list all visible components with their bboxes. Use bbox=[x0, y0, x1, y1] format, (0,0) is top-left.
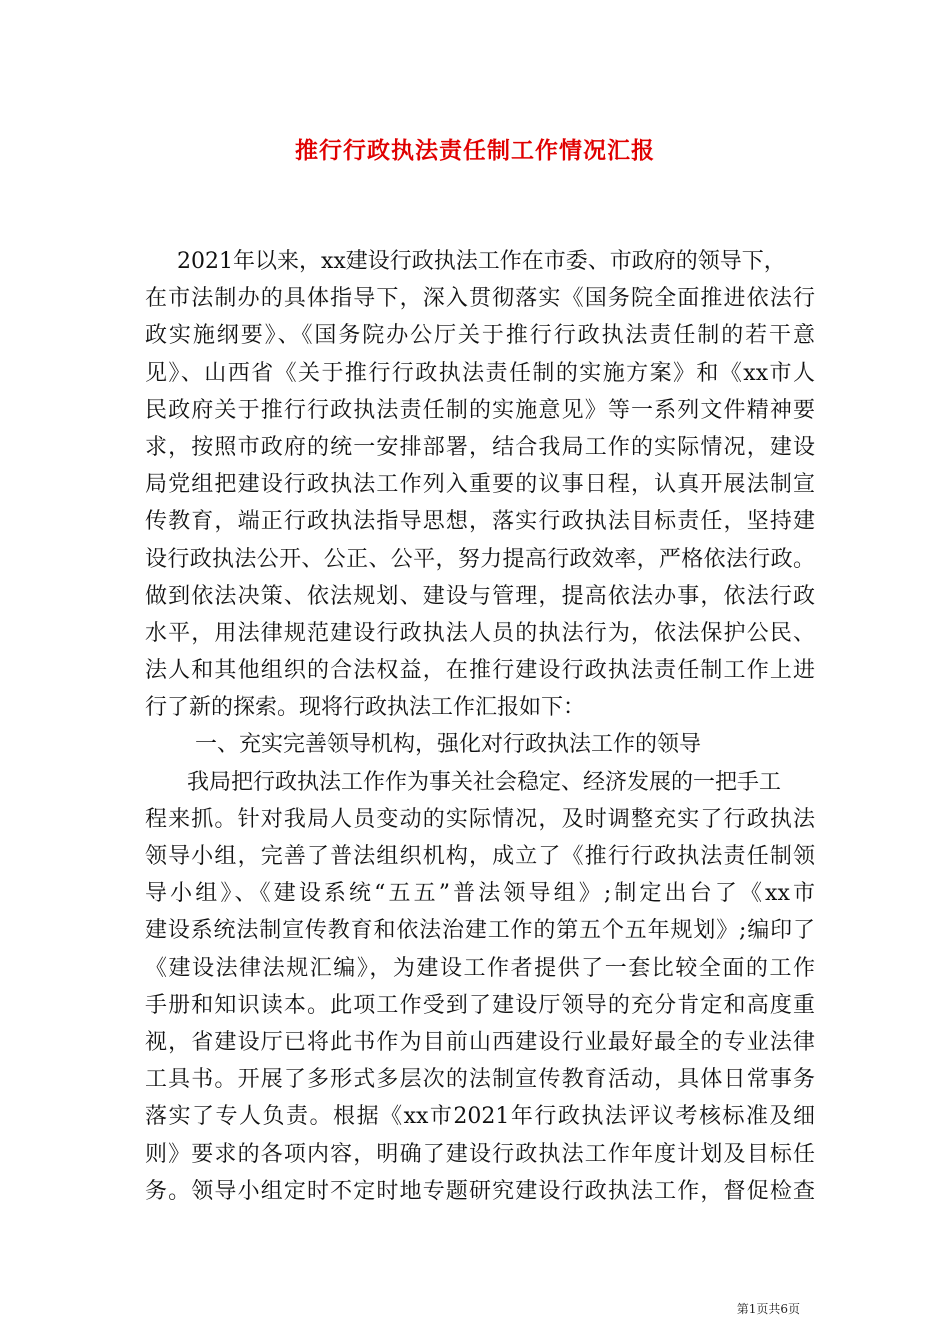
paragraph-line: 手册和知识读本。此项工作受到了建设厅领导的充分肯定和高度重 bbox=[145, 992, 815, 1018]
paragraph-line: 领导小组，完善了普法组织机构，成立了《推行行政执法责任制领 bbox=[145, 844, 815, 869]
paragraph-line: 在市法制办的具体指导下，深入贯彻落实《国务院全面推进依法行 bbox=[145, 286, 815, 312]
paragraph-line: 求，按照市政府的统一安排部署，结合我局工作的实际情况，建设 bbox=[145, 434, 815, 460]
paragraph-line: 导小组》、《建设系统“五五”普法领导组》;制定出台了《xx市 bbox=[145, 881, 815, 907]
document-title: 推行行政执法责任制工作情况汇报 bbox=[295, 137, 655, 164]
paragraph-line: 做到依法决策、依法规划、建设与管理，提高依法办事，依法行政 bbox=[145, 583, 815, 609]
paragraph-line: 则》要求的各项内容，明确了建设行政执法工作年度计划及目标任 bbox=[145, 1141, 815, 1167]
document-body bbox=[145, 243, 815, 1210]
section-heading: 一、充实完善领导机构，强化对行政执法工作的领导 bbox=[195, 732, 702, 758]
paragraph-line: 政实施纲要》、《国务院办公厅关于推行行政执法责任制的若干意 bbox=[145, 323, 815, 349]
paragraph-line: 法人和其他组织的合法权益，在推行建设行政执法责任制工作上进 bbox=[145, 658, 815, 684]
paragraph-line: 2021年以来，xx建设行政执法工作在市委、市政府的领导下， bbox=[177, 249, 786, 274]
paragraph-line: 程来抓。针对我局人员变动的实际情况，及时调整充实了行政执法 bbox=[145, 806, 815, 832]
paragraph-line: 我局把行政执法工作作为事关社会稳定、经济发展的一把手工 bbox=[187, 769, 782, 795]
paragraph-line: 工具书。开展了多形式多层次的法制宣传教育活动，具体日常事务 bbox=[145, 1067, 815, 1093]
paragraph-line: 落实了专人负责。根据《xx市2021年行政执法评议考核标准及细 bbox=[145, 1104, 815, 1130]
page-number: 第1页共6页 bbox=[736, 1302, 800, 1316]
paragraph-line: 局党组把建设行政执法工作列入重要的议事日程，认真开展法制宣 bbox=[145, 472, 815, 498]
paragraph-line: 民政府关于推行行政执法责任制的实施意见》等一系列文件精神要 bbox=[145, 397, 815, 423]
paragraph-line: 建设系统法制宣传教育和依法治建工作的第五个五年规划》;编印了 bbox=[145, 918, 815, 944]
paragraph-line: 见》、山西省《关于推行行政执法责任制的实施方案》和《xx市人 bbox=[145, 360, 815, 386]
paragraph-line: 传教育，端正行政执法指导思想，落实行政执法目标责任，坚持建 bbox=[145, 509, 815, 535]
paragraph-line: 设行政执法公开、公正、公平，努力提高行政效率，严格依法行政。 bbox=[145, 546, 815, 572]
paragraph-line: 务。领导小组定时不定时地专题研究建设行政执法工作，督促检查 bbox=[145, 1178, 815, 1204]
paragraph-line: 水平，用法律规范建设行政执法人员的执法行为，依法保护公民、 bbox=[145, 620, 815, 646]
paragraph-line: 行了新的探索。现将行政执法工作汇报如下： bbox=[145, 695, 586, 721]
paragraph-line: 《建设法律法规汇编》，为建设工作者提供了一套比较全面的工作 bbox=[145, 955, 815, 981]
paragraph-line: 视，省建设厅已将此书作为目前山西建设行业最好最全的专业法律 bbox=[145, 1029, 815, 1055]
